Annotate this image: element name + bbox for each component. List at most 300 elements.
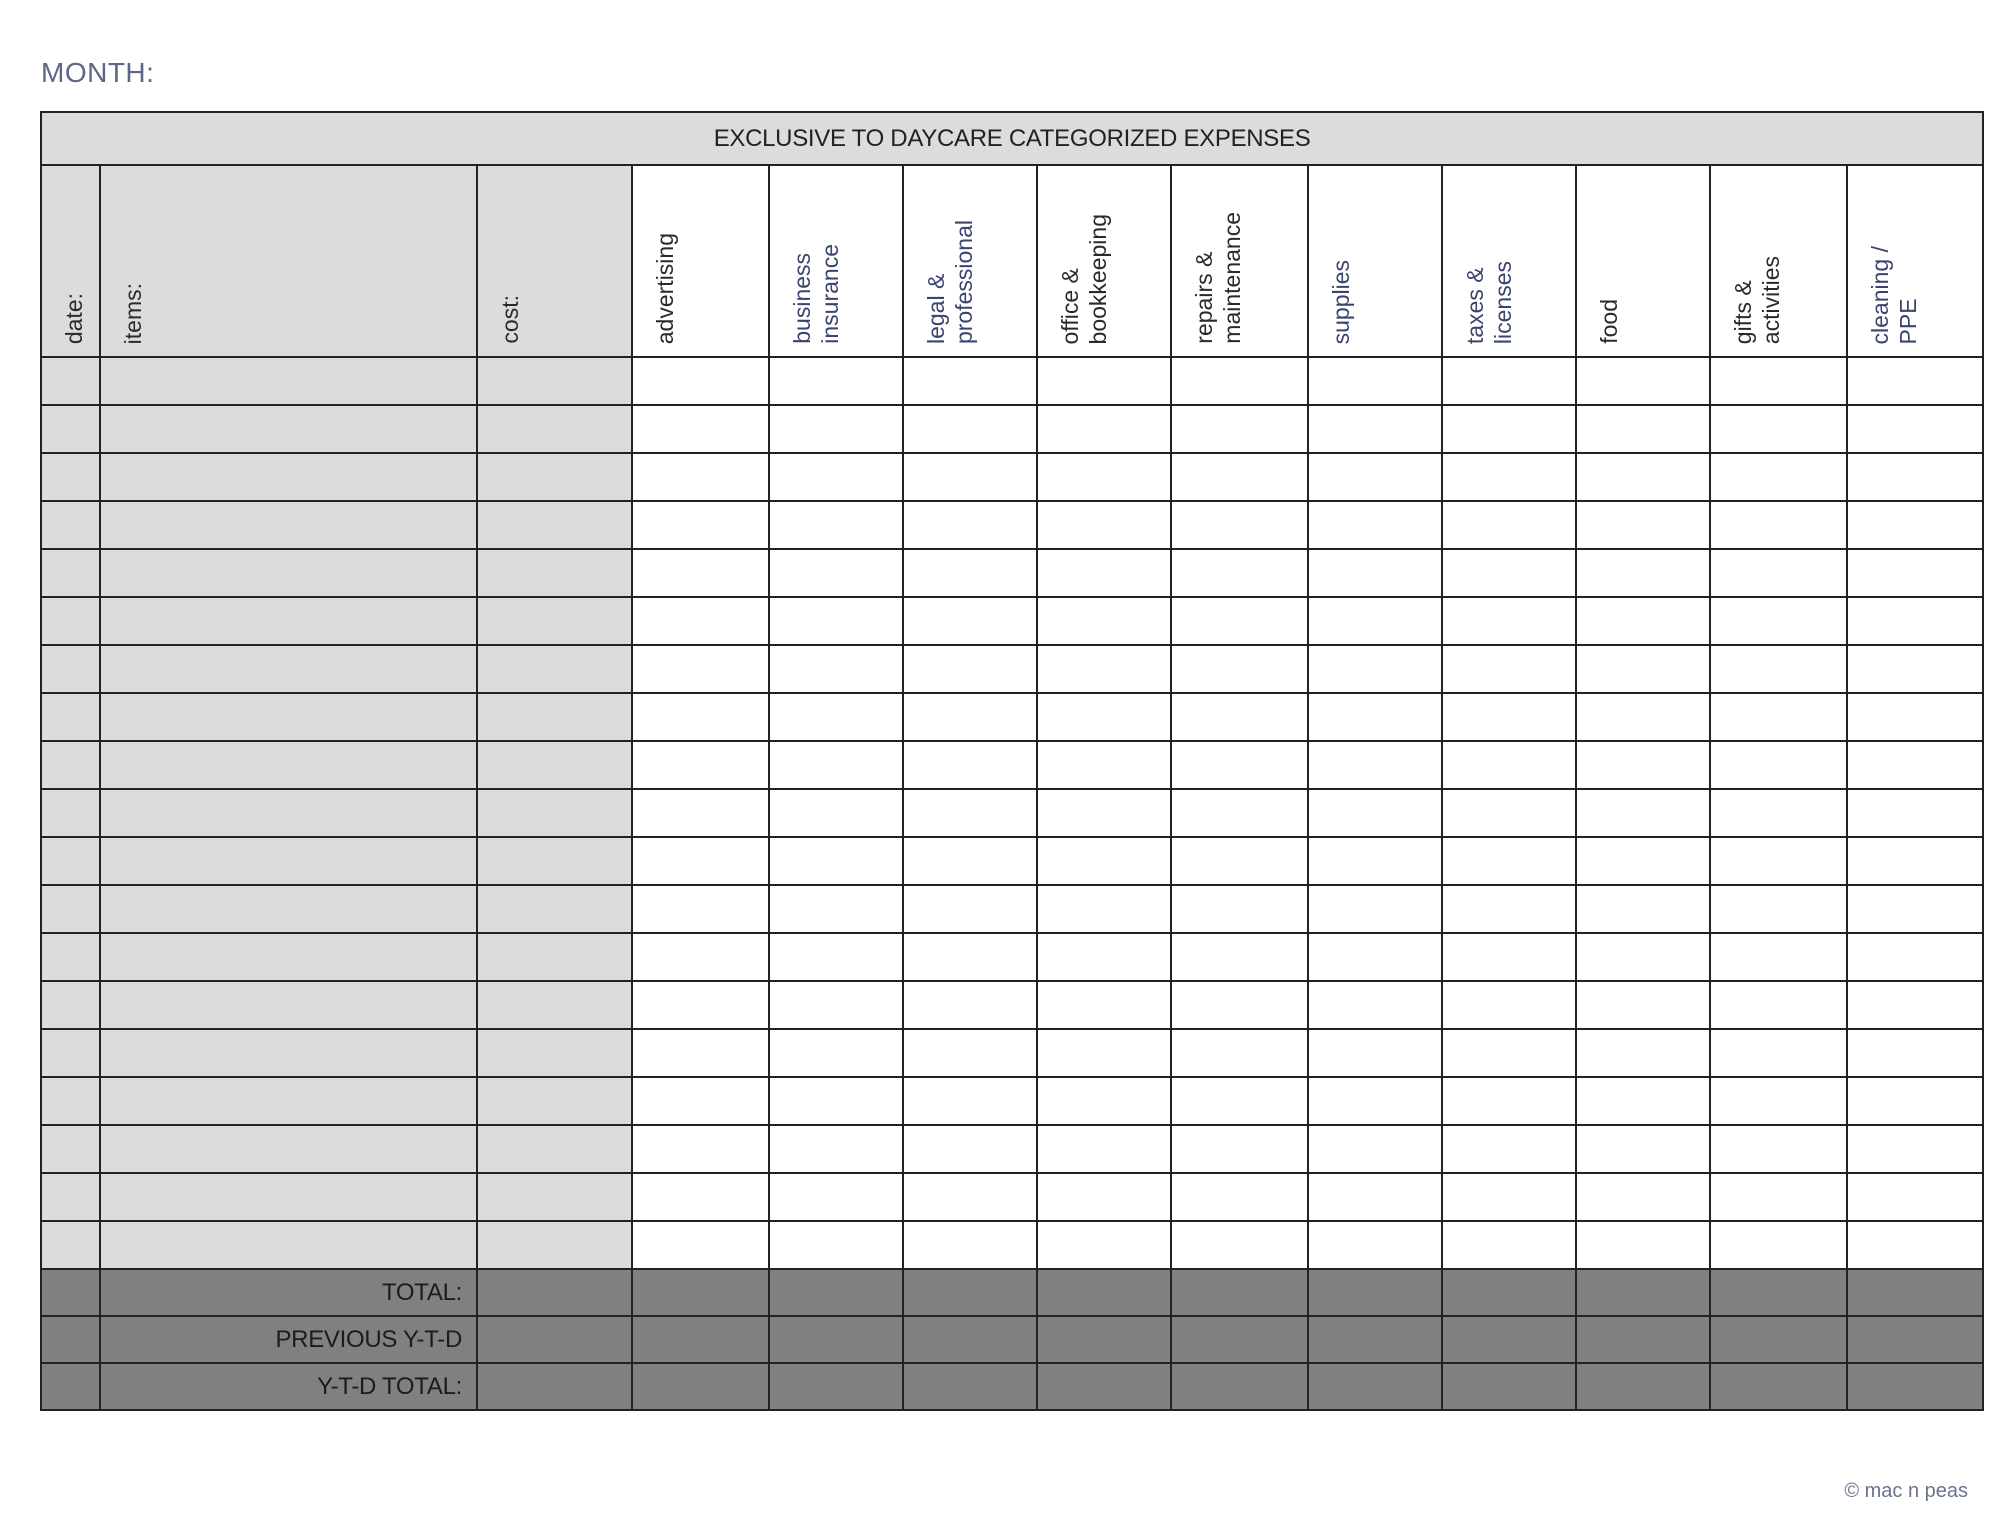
category-amount-cell[interactable] (1037, 645, 1171, 693)
category-amount-cell[interactable] (1037, 405, 1171, 453)
category-amount-cell[interactable] (769, 741, 903, 789)
category-amount-cell[interactable] (1171, 357, 1308, 405)
previous-ytd-cell[interactable] (1576, 1316, 1710, 1363)
category-amount-cell[interactable] (1442, 1125, 1576, 1173)
ytd-total-cell[interactable] (1576, 1363, 1710, 1410)
category-amount-cell[interactable] (769, 1077, 903, 1125)
category-amount-cell[interactable] (1037, 1221, 1171, 1269)
category-amount-cell[interactable] (903, 645, 1037, 693)
cost-cell[interactable] (477, 933, 632, 981)
category-amount-cell[interactable] (1576, 693, 1710, 741)
category-amount-cell[interactable] (1037, 357, 1171, 405)
category-amount-cell[interactable] (632, 741, 769, 789)
date-cell[interactable] (41, 1125, 100, 1173)
category-amount-cell[interactable] (1308, 741, 1442, 789)
category-amount-cell[interactable] (1308, 597, 1442, 645)
category-amount-cell[interactable] (1847, 453, 1983, 501)
copyright-notice: © mac n peas (1844, 1480, 1968, 1502)
category-amount-cell[interactable] (1576, 357, 1710, 405)
category-amount-cell[interactable] (1308, 357, 1442, 405)
category-amount-cell[interactable] (1847, 1077, 1983, 1125)
previous-ytd-cost-cell[interactable] (477, 1316, 632, 1363)
category-amount-cell[interactable] (632, 693, 769, 741)
ytd-total-cell[interactable] (632, 1363, 769, 1410)
previous-ytd-cell[interactable] (1847, 1316, 1983, 1363)
category-amount-cell[interactable] (903, 1077, 1037, 1125)
category-amount-cell[interactable] (632, 1125, 769, 1173)
previous-ytd-cell[interactable] (632, 1316, 769, 1363)
category-amount-cell[interactable] (1308, 645, 1442, 693)
items-cell[interactable] (100, 549, 477, 597)
category-amount-cell[interactable] (903, 1125, 1037, 1173)
category-amount-cell[interactable] (1847, 1125, 1983, 1173)
category-amount-cell[interactable] (1576, 1221, 1710, 1269)
category-amount-cell[interactable] (1171, 789, 1308, 837)
total-cell[interactable] (1171, 1269, 1308, 1316)
category-amount-cell[interactable] (1308, 693, 1442, 741)
category-amount-cell[interactable] (1171, 885, 1308, 933)
date-cell[interactable] (41, 1173, 100, 1221)
category-amount-cell[interactable] (1576, 933, 1710, 981)
category-amount-cell[interactable] (632, 837, 769, 885)
date-cell[interactable] (41, 741, 100, 789)
category-amount-cell[interactable] (1847, 933, 1983, 981)
category-amount-cell[interactable] (1171, 1173, 1308, 1221)
month-label: MONTH: (41, 57, 155, 88)
category-amount-cell[interactable] (1442, 933, 1576, 981)
category-amount-cell[interactable] (1576, 981, 1710, 1029)
category-amount-cell[interactable] (1037, 1077, 1171, 1125)
previous-ytd-cell[interactable] (903, 1316, 1037, 1363)
category-amount-cell[interactable] (769, 357, 903, 405)
category-amount-cell[interactable] (903, 357, 1037, 405)
category-amount-cell[interactable] (769, 1029, 903, 1077)
category-amount-cell[interactable] (1171, 1077, 1308, 1125)
category-amount-cell[interactable] (632, 981, 769, 1029)
total-cell[interactable] (1576, 1269, 1710, 1316)
cost-cell[interactable] (477, 357, 632, 405)
category-amount-cell[interactable] (1171, 549, 1308, 597)
category-amount-cell[interactable] (632, 357, 769, 405)
cost-cell[interactable] (477, 885, 632, 933)
category-amount-cell[interactable] (1308, 549, 1442, 597)
ytd-total-cell[interactable] (1171, 1363, 1308, 1410)
previous-ytd-date-cell (41, 1316, 100, 1363)
category-label: taxes & licenses (1462, 260, 1516, 344)
items-cell[interactable] (100, 645, 477, 693)
date-cell[interactable] (41, 1077, 100, 1125)
date-cell[interactable] (41, 837, 100, 885)
category-amount-cell[interactable] (903, 405, 1037, 453)
total-cell[interactable] (769, 1269, 903, 1316)
category-amount-cell[interactable] (769, 933, 903, 981)
category-amount-cell[interactable] (1576, 885, 1710, 933)
cost-cell[interactable] (477, 405, 632, 453)
category-amount-cell[interactable] (1171, 981, 1308, 1029)
category-amount-cell[interactable] (632, 645, 769, 693)
category-amount-cell[interactable] (1308, 1125, 1442, 1173)
items-cell[interactable] (100, 741, 477, 789)
category-amount-cell[interactable] (769, 405, 903, 453)
category-amount-cell[interactable] (903, 693, 1037, 741)
category-amount-cell[interactable] (1308, 405, 1442, 453)
category-amount-cell[interactable] (1710, 357, 1847, 405)
category-amount-cell[interactable] (769, 1125, 903, 1173)
category-amount-cell[interactable] (1442, 885, 1576, 933)
category-amount-cell[interactable] (1037, 837, 1171, 885)
previous-ytd-cell[interactable] (1037, 1316, 1171, 1363)
category-amount-cell[interactable] (769, 693, 903, 741)
category-amount-cell[interactable] (1710, 1125, 1847, 1173)
category-amount-cell[interactable] (1847, 1221, 1983, 1269)
date-cell[interactable] (41, 1029, 100, 1077)
category-amount-cell[interactable] (903, 885, 1037, 933)
cost-cell[interactable] (477, 501, 632, 549)
total-cell[interactable] (1037, 1269, 1171, 1316)
ytd-total-cell[interactable] (1847, 1363, 1983, 1410)
category-amount-cell[interactable] (1710, 693, 1847, 741)
category-amount-cell[interactable] (1308, 837, 1442, 885)
category-amount-cell[interactable] (1442, 741, 1576, 789)
category-amount-cell[interactable] (632, 885, 769, 933)
category-amount-cell[interactable] (1710, 405, 1847, 453)
category-amount-cell[interactable] (1171, 405, 1308, 453)
expense-row (41, 1125, 1983, 1173)
category-amount-cell[interactable] (1576, 405, 1710, 453)
date-cell[interactable] (41, 981, 100, 1029)
category-amount-cell[interactable] (1710, 885, 1847, 933)
category-label: food (1596, 299, 1622, 344)
ytd-total-cell[interactable] (903, 1363, 1037, 1410)
cost-cell[interactable] (477, 981, 632, 1029)
date-cell[interactable] (41, 645, 100, 693)
category-amount-cell[interactable] (1576, 645, 1710, 693)
total-cell[interactable] (903, 1269, 1037, 1316)
category-amount-cell[interactable] (1037, 981, 1171, 1029)
category-amount-cell[interactable] (1308, 1029, 1442, 1077)
cost-cell[interactable] (477, 1077, 632, 1125)
category-amount-cell[interactable] (903, 453, 1037, 501)
category-amount-cell[interactable] (1576, 501, 1710, 549)
category-amount-cell[interactable] (769, 885, 903, 933)
expense-row (41, 453, 1983, 501)
date-cell[interactable] (41, 549, 100, 597)
category-amount-cell[interactable] (903, 549, 1037, 597)
category-amount-cell[interactable] (903, 837, 1037, 885)
category-amount-cell[interactable] (903, 597, 1037, 645)
table-banner: EXCLUSIVE TO DAYCARE CATEGORIZED EXPENSES (41, 112, 1983, 165)
items-cell[interactable] (100, 501, 477, 549)
category-amount-cell[interactable] (1710, 933, 1847, 981)
category-amount-cell[interactable] (769, 789, 903, 837)
category-amount-cell[interactable] (1171, 1221, 1308, 1269)
date-cell[interactable] (41, 357, 100, 405)
date-cell[interactable] (41, 693, 100, 741)
category-amount-cell[interactable] (1442, 789, 1576, 837)
category-amount-cell[interactable] (1442, 837, 1576, 885)
previous-ytd-label: PREVIOUS Y-T-D (100, 1316, 477, 1363)
category-amount-cell[interactable] (903, 981, 1037, 1029)
category-amount-cell[interactable] (1576, 1077, 1710, 1125)
category-amount-cell[interactable] (1710, 789, 1847, 837)
category-amount-cell[interactable] (1171, 837, 1308, 885)
previous-ytd-cell[interactable] (1308, 1316, 1442, 1363)
category-amount-cell[interactable] (1308, 1077, 1442, 1125)
category-amount-cell[interactable] (1710, 1221, 1847, 1269)
total-cell[interactable] (1710, 1269, 1847, 1316)
category-amount-cell[interactable] (1442, 405, 1576, 453)
category-amount-cell[interactable] (1308, 1173, 1442, 1221)
previous-ytd-cell[interactable] (1710, 1316, 1847, 1363)
category-amount-cell[interactable] (1037, 933, 1171, 981)
category-amount-cell[interactable] (1847, 1029, 1983, 1077)
category-amount-cell[interactable] (1710, 597, 1847, 645)
category-amount-cell[interactable] (632, 1221, 769, 1269)
category-amount-cell[interactable] (1442, 549, 1576, 597)
category-amount-cell[interactable] (769, 453, 903, 501)
category-amount-cell[interactable] (1442, 693, 1576, 741)
category-amount-cell[interactable] (1037, 693, 1171, 741)
category-amount-cell[interactable] (1171, 933, 1308, 981)
category-amount-cell[interactable] (1037, 549, 1171, 597)
items-cell[interactable] (100, 453, 477, 501)
category-amount-cell[interactable] (1308, 789, 1442, 837)
category-amount-cell[interactable] (1847, 837, 1983, 885)
items-cell[interactable] (100, 837, 477, 885)
cost-cell[interactable] (477, 837, 632, 885)
category-amount-cell[interactable] (1710, 1029, 1847, 1077)
category-amount-cell[interactable] (1442, 357, 1576, 405)
previous-ytd-cell[interactable] (1171, 1316, 1308, 1363)
category-amount-cell[interactable] (1847, 741, 1983, 789)
category-amount-cell[interactable] (1308, 933, 1442, 981)
category-amount-cell[interactable] (903, 789, 1037, 837)
expense-row (41, 933, 1983, 981)
items-cell[interactable] (100, 597, 477, 645)
category-amount-cell[interactable] (1847, 357, 1983, 405)
cost-cell[interactable] (477, 1221, 632, 1269)
category-amount-cell[interactable] (632, 1173, 769, 1221)
category-amount-cell[interactable] (632, 405, 769, 453)
category-amount-cell[interactable] (1037, 1125, 1171, 1173)
items-cell[interactable] (100, 1125, 477, 1173)
category-amount-cell[interactable] (1308, 885, 1442, 933)
category-amount-cell[interactable] (1847, 501, 1983, 549)
category-amount-cell[interactable] (632, 933, 769, 981)
previous-ytd-cell[interactable] (769, 1316, 903, 1363)
ytd-total-label: Y-T-D TOTAL: (100, 1363, 477, 1410)
category-amount-cell[interactable] (1710, 1173, 1847, 1221)
category-amount-cell[interactable] (1442, 981, 1576, 1029)
category-header-advertising (632, 165, 769, 357)
ytd-total-cell[interactable] (1442, 1363, 1576, 1410)
category-amount-cell[interactable] (1710, 981, 1847, 1029)
date-cell[interactable] (41, 789, 100, 837)
cost-cell[interactable] (477, 645, 632, 693)
category-amount-cell[interactable] (1442, 1221, 1576, 1269)
category-amount-cell[interactable] (1171, 1029, 1308, 1077)
category-amount-cell[interactable] (1576, 1125, 1710, 1173)
category-amount-cell[interactable] (1442, 645, 1576, 693)
total-cost-cell[interactable] (477, 1269, 632, 1316)
items-cell[interactable] (100, 789, 477, 837)
category-amount-cell[interactable] (769, 549, 903, 597)
cost-cell[interactable] (477, 549, 632, 597)
category-amount-cell[interactable] (632, 453, 769, 501)
category-amount-cell[interactable] (1037, 453, 1171, 501)
category-amount-cell[interactable] (769, 1221, 903, 1269)
ytd-total-cost-cell[interactable] (477, 1363, 632, 1410)
ytd-total-cell[interactable] (1308, 1363, 1442, 1410)
cost-cell[interactable] (477, 789, 632, 837)
category-amount-cell[interactable] (1847, 981, 1983, 1029)
category-amount-cell[interactable] (1710, 1077, 1847, 1125)
category-amount-cell[interactable] (769, 645, 903, 693)
items-cell[interactable] (100, 1221, 477, 1269)
category-amount-cell[interactable] (632, 789, 769, 837)
date-cell[interactable] (41, 597, 100, 645)
category-amount-cell[interactable] (1576, 549, 1710, 597)
category-amount-cell[interactable] (1710, 741, 1847, 789)
cost-cell[interactable] (477, 1029, 632, 1077)
category-amount-cell[interactable] (1308, 453, 1442, 501)
category-amount-cell[interactable] (632, 501, 769, 549)
category-amount-cell[interactable] (1037, 789, 1171, 837)
category-amount-cell[interactable] (1037, 1029, 1171, 1077)
expense-row (41, 405, 1983, 453)
category-amount-cell[interactable] (1710, 501, 1847, 549)
cost-cell[interactable] (477, 741, 632, 789)
category-amount-cell[interactable] (903, 1221, 1037, 1269)
category-amount-cell[interactable] (903, 1029, 1037, 1077)
category-amount-cell[interactable] (1576, 1029, 1710, 1077)
items-cell[interactable] (100, 933, 477, 981)
category-amount-cell[interactable] (1442, 1173, 1576, 1221)
category-amount-cell[interactable] (1308, 1221, 1442, 1269)
category-amount-cell[interactable] (1037, 1173, 1171, 1221)
category-header-repairs-maintenance (1171, 165, 1308, 357)
items-cell[interactable] (100, 1077, 477, 1125)
category-amount-cell[interactable] (1847, 405, 1983, 453)
ytd-total-cell[interactable] (1710, 1363, 1847, 1410)
category-amount-cell[interactable] (1171, 453, 1308, 501)
category-label: cleaning / PPE (1867, 245, 1921, 344)
previous-ytd-row (41, 1316, 1983, 1363)
category-amount-cell[interactable] (903, 741, 1037, 789)
total-cell[interactable] (632, 1269, 769, 1316)
items-cell[interactable] (100, 357, 477, 405)
category-amount-cell[interactable] (1576, 837, 1710, 885)
category-amount-cell[interactable] (1308, 501, 1442, 549)
category-amount-cell[interactable] (1037, 501, 1171, 549)
category-amount-cell[interactable] (1308, 981, 1442, 1029)
date-cell[interactable] (41, 933, 100, 981)
category-amount-cell[interactable] (632, 1029, 769, 1077)
category-amount-cell[interactable] (1710, 645, 1847, 693)
category-amount-cell[interactable] (1171, 741, 1308, 789)
cost-cell[interactable] (477, 597, 632, 645)
category-amount-cell[interactable] (1710, 549, 1847, 597)
category-amount-cell[interactable] (1576, 597, 1710, 645)
items-cell[interactable] (100, 885, 477, 933)
category-amount-cell[interactable] (1847, 597, 1983, 645)
items-cell[interactable] (100, 981, 477, 1029)
category-amount-cell[interactable] (632, 597, 769, 645)
category-amount-cell[interactable] (1576, 1173, 1710, 1221)
category-amount-cell[interactable] (1576, 789, 1710, 837)
category-amount-cell[interactable] (1171, 693, 1308, 741)
category-amount-cell[interactable] (903, 501, 1037, 549)
category-amount-cell[interactable] (1171, 597, 1308, 645)
date-cell[interactable] (41, 453, 100, 501)
cost-cell[interactable] (477, 1173, 632, 1221)
expense-row (41, 1029, 1983, 1077)
items-cell[interactable] (100, 1173, 477, 1221)
category-header-taxes-licenses (1442, 165, 1576, 357)
category-amount-cell[interactable] (1171, 1125, 1308, 1173)
items-cell[interactable] (100, 693, 477, 741)
category-amount-cell[interactable] (1710, 453, 1847, 501)
category-amount-cell[interactable] (1710, 837, 1847, 885)
total-cell[interactable] (1442, 1269, 1576, 1316)
category-amount-cell[interactable] (769, 501, 903, 549)
category-amount-cell[interactable] (1037, 885, 1171, 933)
category-amount-cell[interactable] (1442, 597, 1576, 645)
category-amount-cell[interactable] (1576, 741, 1710, 789)
category-amount-cell[interactable] (1442, 453, 1576, 501)
date-cell[interactable] (41, 1221, 100, 1269)
date-cell[interactable] (41, 405, 100, 453)
cost-cell[interactable] (477, 693, 632, 741)
expense-row (41, 501, 1983, 549)
category-amount-cell[interactable] (1037, 741, 1171, 789)
category-amount-cell[interactable] (632, 1077, 769, 1125)
category-amount-cell[interactable] (903, 933, 1037, 981)
previous-ytd-cell[interactable] (1442, 1316, 1576, 1363)
category-amount-cell[interactable] (1171, 645, 1308, 693)
category-amount-cell[interactable] (769, 1173, 903, 1221)
items-cell[interactable] (100, 1029, 477, 1077)
category-amount-cell[interactable] (1037, 597, 1171, 645)
category-amount-cell[interactable] (1847, 1173, 1983, 1221)
category-amount-cell[interactable] (769, 837, 903, 885)
category-amount-cell[interactable] (1442, 501, 1576, 549)
category-amount-cell[interactable] (769, 981, 903, 1029)
category-amount-cell[interactable] (632, 549, 769, 597)
date-cell[interactable] (41, 501, 100, 549)
cost-cell[interactable] (477, 453, 632, 501)
category-amount-cell[interactable] (1171, 501, 1308, 549)
category-amount-cell[interactable] (1442, 1077, 1576, 1125)
total-cell[interactable] (1308, 1269, 1442, 1316)
items-cell[interactable] (100, 405, 477, 453)
cost-cell[interactable] (477, 1125, 632, 1173)
category-amount-cell[interactable] (903, 1173, 1037, 1221)
category-amount-cell[interactable] (1442, 1029, 1576, 1077)
ytd-total-cell[interactable] (1037, 1363, 1171, 1410)
category-amount-cell[interactable] (769, 597, 903, 645)
ytd-total-cell[interactable] (769, 1363, 903, 1410)
category-amount-cell[interactable] (1847, 789, 1983, 837)
category-amount-cell[interactable] (1847, 693, 1983, 741)
category-amount-cell[interactable] (1847, 645, 1983, 693)
category-amount-cell[interactable] (1847, 885, 1983, 933)
category-amount-cell[interactable] (1576, 453, 1710, 501)
total-cell[interactable] (1847, 1269, 1983, 1316)
total-row (41, 1269, 1983, 1316)
date-cell[interactable] (41, 885, 100, 933)
category-amount-cell[interactable] (1847, 549, 1983, 597)
